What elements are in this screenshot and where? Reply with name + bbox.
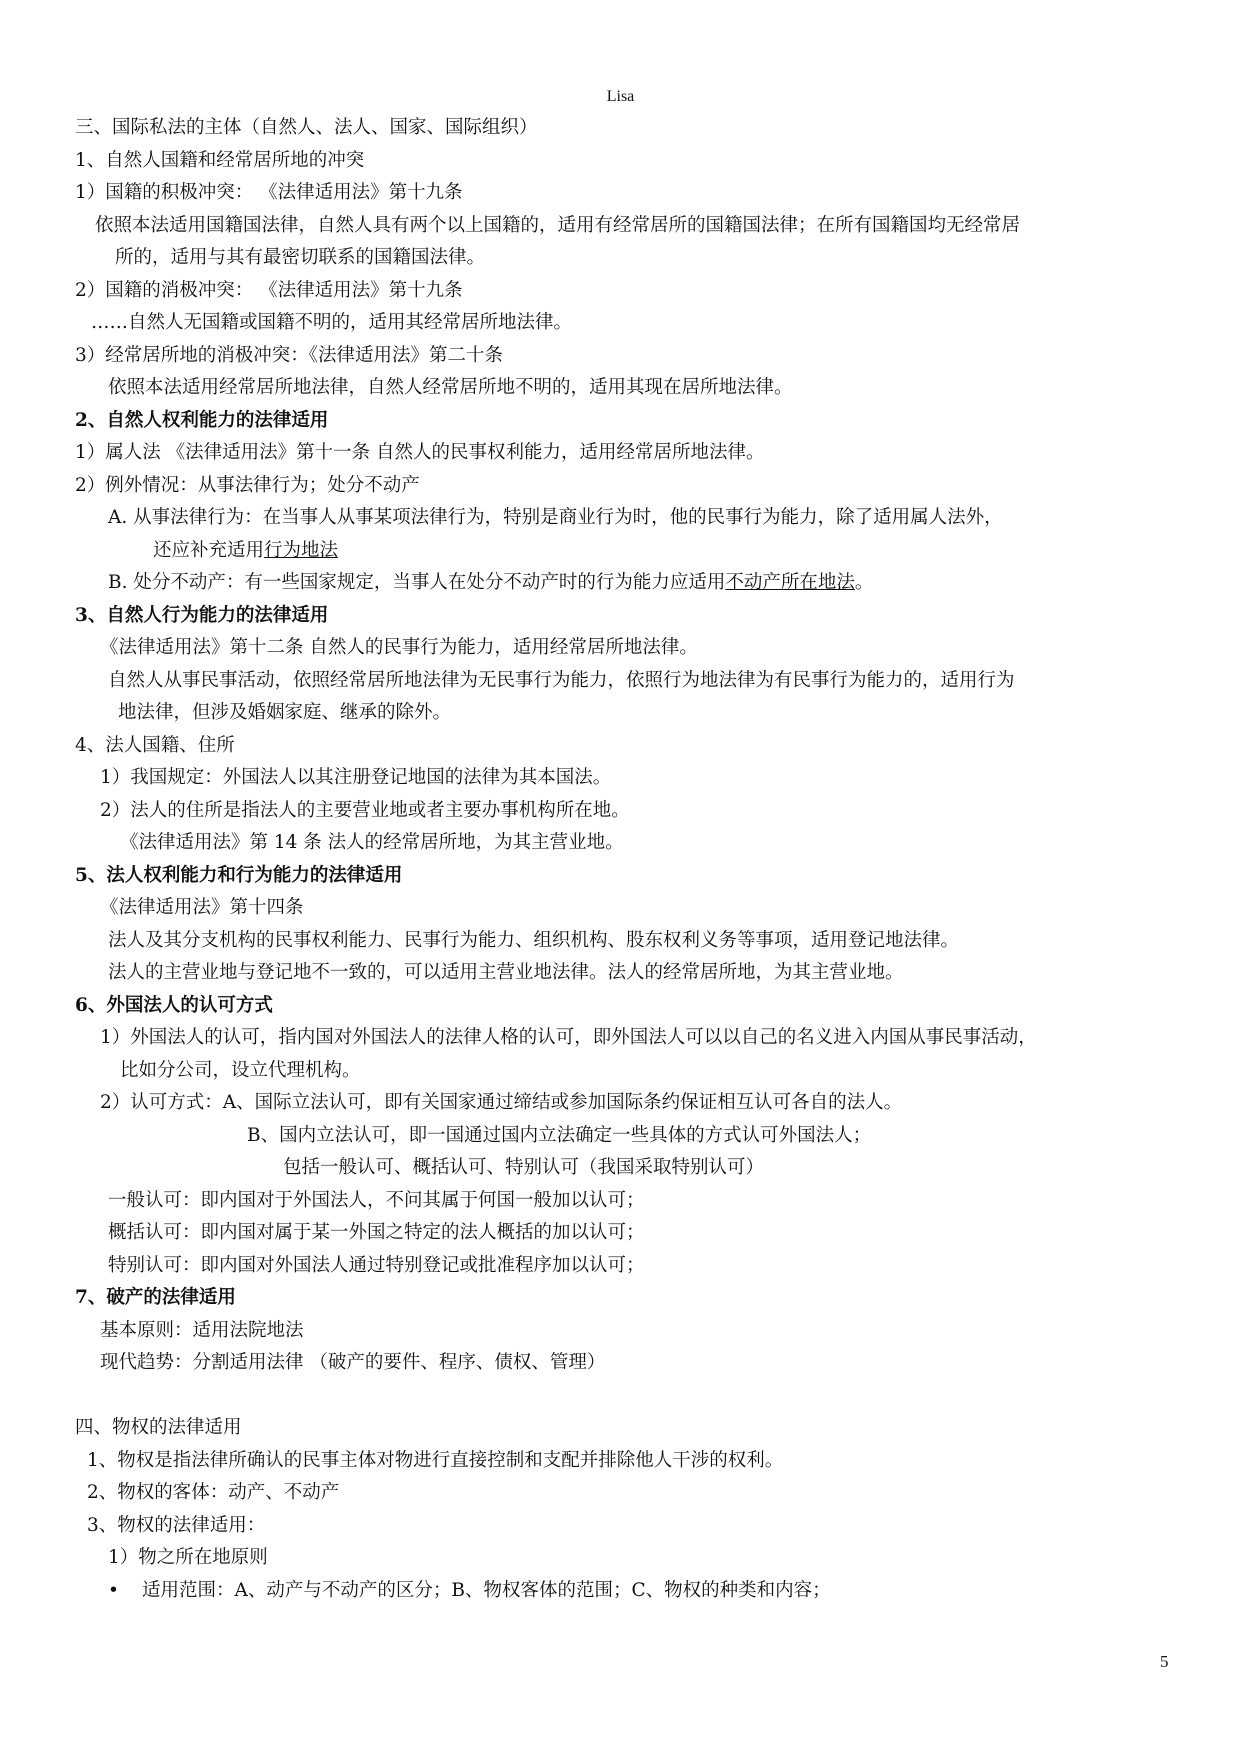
text-line: 包括一般认可、概括认可、特别认可（我国采取特别认可） [283, 1157, 765, 1178]
text-line: 2）法人的住所是指法人的主要营业地或者主要办事机构所在地。 [100, 799, 630, 821]
text-line: 3、物权的法律适用： [87, 1514, 266, 1536]
text-line: 自然人从事民事活动，依照经常居所地法律为无民事行为能力，依照行为地法律为有民事行为能力的，适用行为 [108, 669, 1015, 691]
text-line: 基本原则：适用法院地法 [100, 1319, 304, 1341]
text-line: B、国内立法认可，即一国通过国内立法确定一些具体的方式认可外国法人； [247, 1124, 872, 1146]
text-span: B. 处分不动产：有一些国家规定，当事人在处分不动产时的行为能力应适用 [108, 572, 726, 593]
bullet-item [75, 1575, 1205, 1608]
text-span: 适用范围：A、动产与不动产的区分；B、物权客体的范围；C、物权的种类和内容； [142, 1579, 831, 1601]
text-line: 1）国籍的积极冲突： 《法律适用法》第十九条 [75, 182, 463, 203]
text-line: 比如分公司，设立代理机构。 [120, 1059, 361, 1081]
text-line: 依照本法适用国籍国法律，自然人具有两个以上国籍的，适用有经常居所的国籍国法律；在所有国籍国均无经常居 [95, 214, 1021, 236]
text-span: 还应补充适用 [153, 539, 265, 561]
subheading: 3、自然人行为能力的法律适用 [75, 604, 329, 626]
subheading: 6、外国法人的认可方式 [75, 994, 273, 1016]
text-line: A. 从事法律行为：在当事人从事某项法律行为，特别是商业行为时，他的民事行为能力，除了适用属人法外， [108, 507, 1003, 528]
page-header: Lisa [606, 88, 635, 105]
subheading: 7、破产的法律适用 [75, 1287, 236, 1308]
text-line: 特别认可：即内国对外国法人通过特别登记或批准程序加以认可； [108, 1254, 645, 1276]
text-line: 2）国籍的消极冲突： 《法律适用法》第十九条 [75, 279, 463, 301]
text-line: 2）例外情况：从事法律行为；处分不动产 [75, 474, 420, 496]
underlined-term: 不动产所在地法 [725, 572, 855, 593]
text-line: 所的，适用与其有最密切联系的国籍国法律。 [115, 247, 486, 268]
blank-line [75, 1380, 1205, 1413]
text-line: 法人及其分支机构的民事权利能力、民事行为能力、组织机构、股东权利义务等事项，适用登记地法律。 [108, 929, 960, 951]
section-heading: 四、物权的法律适用 [75, 1417, 242, 1438]
text-line: 1）外国法人的认可，指内国对外国法人的法律人格的认可，即外国法人可以以自己的名义进入内国从事民事活动， [100, 1027, 1037, 1048]
text-line: 《法律适用法》第 14 条 法人的经常居所地，为其主营业地。 [120, 832, 624, 853]
subheading: 5、法人权利能力和行为能力的法律适用 [75, 864, 403, 886]
section-heading: 三、国际私法的主体（自然人、法人、国家、国际组织） [75, 117, 538, 138]
text-line: 法人的主营业地与登记地不一致的，可以适用主营业地法律。法人的经常居所地，为其主营业地。 [108, 962, 904, 983]
text-line: 概括认可：即内国对属于某一外国之特定的法人概括的加以认可； [108, 1222, 645, 1243]
text-line: 1）我国规定：外国法人以其注册登记地国的法律为其本国法。 [100, 767, 612, 788]
text-line: 3）经常居所地的消极冲突：《法律适用法》第二十条 [75, 344, 504, 366]
text-line: 现代趋势：分割适用法律 （破产的要件、程序、债权、管理） [100, 1352, 606, 1373]
text-line [75, 567, 1205, 600]
text-line: 2）认可方式：A、国际立法认可，即有关国家通过缔结或参加国际条约保证相互认可各自的法人。 [100, 1092, 903, 1113]
text-line: 地法律，但涉及婚姻家庭、继承的除外。 [118, 702, 452, 723]
subheading: 2、自然人权利能力的法律适用 [75, 409, 329, 431]
underlined-term: 行为地法 [264, 539, 339, 561]
text-line: 《法律适用法》第十四条 [100, 897, 304, 918]
subheading: 4、法人国籍、住所 [75, 734, 235, 756]
page-number: 5 [1160, 1652, 1169, 1671]
text-line: 1、物权是指法律所确认的民事主体对物进行直接控制和支配并排除他人干涉的权利。 [87, 1449, 784, 1471]
text-line: 《法律适用法》第十二条 自然人的民事行为能力，适用经常居所地法律。 [100, 637, 698, 658]
text-line: ……自然人无国籍或国籍不明的，适用其经常居所地法律。 [91, 312, 573, 333]
text-line: 2、物权的客体：动产、不动产 [87, 1482, 340, 1503]
text-span: 。 [854, 572, 874, 593]
text-line: 一般认可：即内国对于外国法人，不问其属于何国一般加以认可； [108, 1189, 645, 1211]
subheading: 1、自然人国籍和经常居所地的冲突 [75, 149, 365, 171]
text-line [75, 535, 1205, 568]
bullet-icon: • [108, 1579, 119, 1601]
text-line: 1）物之所在地原则 [108, 1547, 268, 1568]
page-content [75, 112, 1205, 1607]
text-line: 1）属人法 《法律适用法》第十一条 自然人的民事权利能力，适用经常居所地法律。 [75, 442, 765, 463]
text-line: 依照本法适用经常居所地法律，自然人经常居所地不明的，适用其现在居所地法律。 [108, 377, 793, 398]
